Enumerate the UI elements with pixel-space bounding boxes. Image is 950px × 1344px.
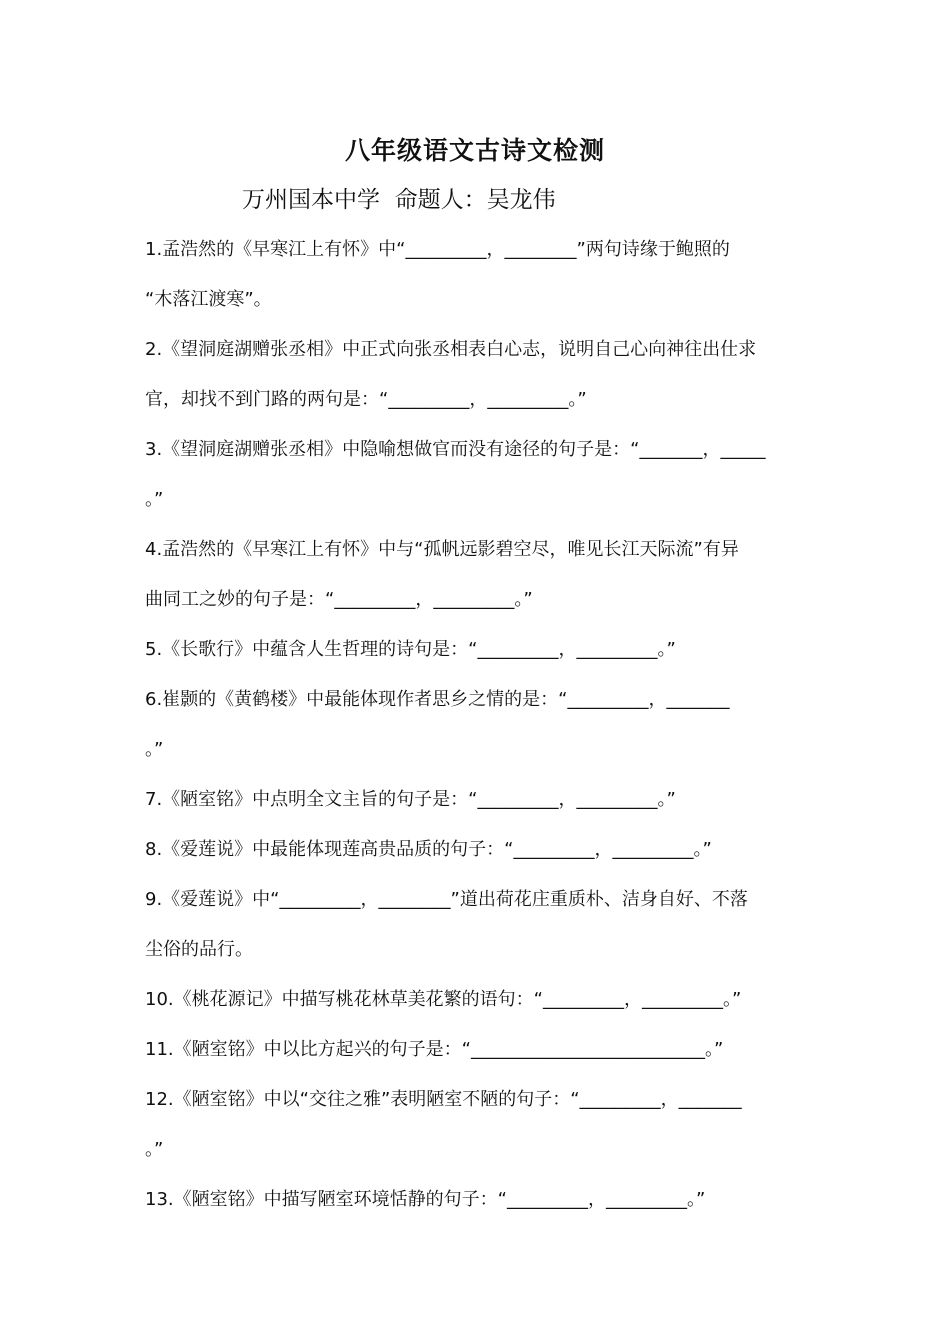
text-line: 6.崔颢的《黄鹤楼》中最能体现作者思乡之情的是：“_________，_______ bbox=[145, 689, 730, 710]
text-line: 8.《爱莲说》中最能体现莲高贵品质的句子：“_________，_________。” bbox=[145, 839, 712, 860]
text-line: 5.《长歌行》中蕴含人生哲理的诗句是：“_________，_________。” bbox=[145, 639, 676, 660]
text-line: “木落江渡寒”。 bbox=[145, 289, 272, 310]
text-line: 2.《望洞庭湖赠张丞相》中正式向张丞相表白心志，说明自己心向神往出仕求 bbox=[145, 339, 757, 360]
text-line: 9.《爱莲说》中“_________，________”道出荷花庄重质朴、洁身自好、不落 bbox=[145, 889, 748, 910]
text-line: 。” bbox=[145, 739, 164, 760]
text-line: 13.《陋室铭》中描写陋室环境恬静的句子：“_________，_________。” bbox=[145, 1189, 706, 1210]
text-line: 3.《望洞庭湖赠张丞相》中隐喻想做官而没有途径的句子是：“_______，_____ bbox=[145, 439, 766, 460]
document-subtitle: 万州国本中学 命题人：吴龙伟 bbox=[242, 187, 556, 213]
text-line: 7.《陋室铭》中点明全文主旨的句子是：“_________，_________。” bbox=[145, 789, 676, 810]
text-line: 1.孟浩然的《早寒江上有怀》中“_________，________”两句诗缘于鲍照的 bbox=[145, 239, 730, 260]
text-line: 。” bbox=[145, 1139, 164, 1160]
text-line: 10.《桃花源记》中描写桃花林草美花繁的语句：“_________，_________。” bbox=[145, 989, 742, 1010]
text-line: 11.《陋室铭》中以比方起兴的句子是：“__________________________。” bbox=[145, 1039, 724, 1060]
text-line: 4.孟浩然的《早寒江上有怀》中与“孤帆远影碧空尽，唯见长江天际流”有异 bbox=[145, 539, 739, 560]
text-line: 官，却找不到门路的两句是：“_________，_________。” bbox=[145, 389, 587, 410]
text-line: 12.《陋室铭》中以“交往之雅”表明陋室不陋的句子：“_________，_______ bbox=[145, 1089, 742, 1110]
text-line: 尘俗的品行。 bbox=[145, 939, 253, 960]
question-list bbox=[145, 231, 810, 1231]
document-title: 八年级语文古诗文检测 bbox=[344, 136, 605, 165]
text-line: 曲同工之妙的句子是：“_________，_________。” bbox=[145, 589, 533, 610]
text-line: 。” bbox=[145, 489, 164, 510]
